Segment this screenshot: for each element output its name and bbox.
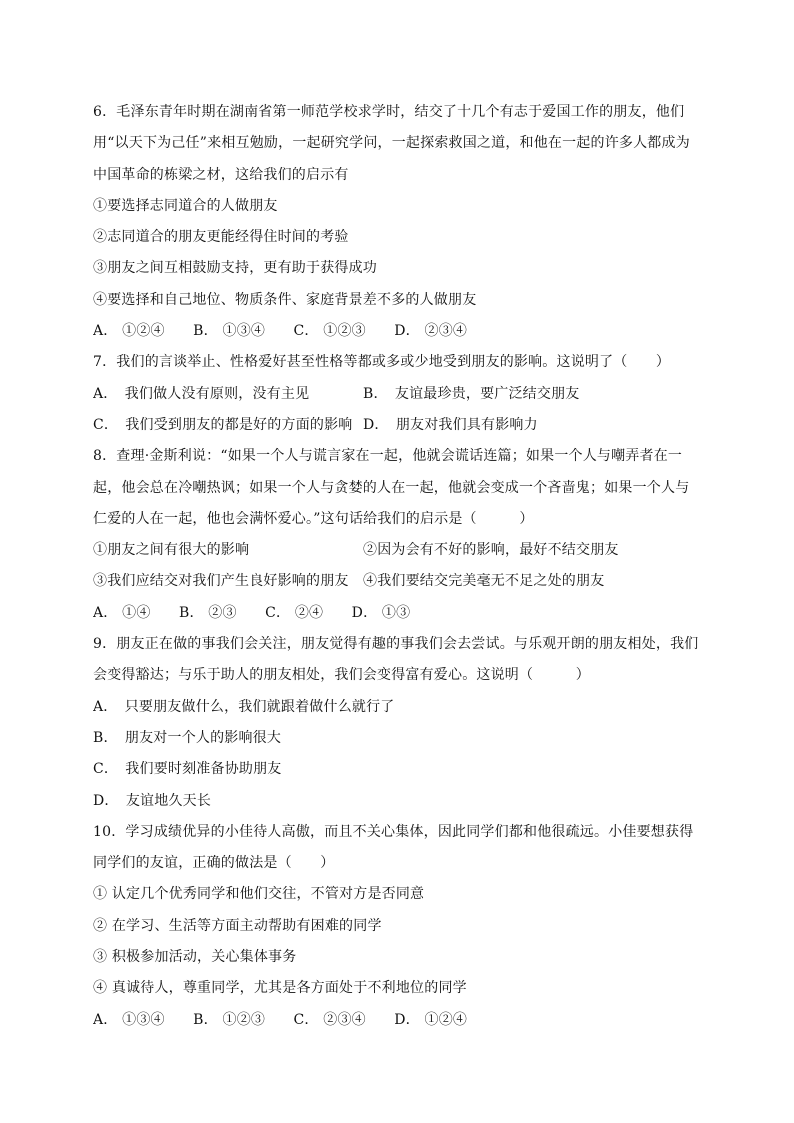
answer-option: C． 我们受到朋友的都是好的方面的影响 — [93, 416, 353, 433]
statement-item: ④要选择和自己地位、物质条件、家庭背景差不多的人做朋友 — [93, 291, 477, 308]
answer-option: A． 我们做人没有原则，没有主见 — [93, 385, 310, 402]
answer-option: C． 我们要时刻准备协助朋友 — [93, 761, 282, 778]
answer-option: D． 朋友对我们具有影响力 — [363, 416, 538, 433]
answer-option: A． 只要朋友做什么，我们就跟着做什么就行了 — [93, 698, 395, 715]
statement-item: ③朋友之间互相鼓励支持，更有助于获得成功 — [93, 260, 377, 277]
question-6 — [93, 97, 703, 347]
statement-row — [93, 535, 703, 566]
statement-item: ①要选择志同道合的人做朋友 — [93, 197, 278, 214]
answer-options-row — [93, 379, 703, 410]
question-7 — [93, 347, 703, 441]
statement-item: ②志同道合的朋友更能经得住时间的考验 — [93, 229, 349, 246]
question-9 — [93, 629, 703, 817]
answer-options: A． ①④ B． ②③ C． ②④ D． ①③ — [93, 604, 411, 621]
question-stem: 7．我们的言谈举止、性格爱好甚至性格等都或多或少地受到朋友的影响。这说明了（ ） — [93, 354, 671, 371]
answer-options-row — [93, 410, 703, 441]
statement-item: ④我们要结交完美毫无不足之处的朋友 — [363, 573, 605, 590]
question-stem: 9．朋友正在做的事我们会关注，朋友觉得有趣的事我们会去尝试。与乐观开朗的朋友相处，我们会变得豁达；与乐于助人的朋友相处，我们会变得富有爱心。这说明（ ） — [93, 636, 699, 684]
question-stem: 8．查理·金斯利说：“如果一个人与谎言家在一起，他就会谎话连篇；如果一个人与嘲弄者在一起，他会总在冷嘲热讽；如果一个人与贪婪的人在一起，他就会变成一个吝啬鬼；如果一个人与仁爱的人在一起，他也会满怀爱心。”这句话给我们的启示是（ ） — [93, 448, 690, 527]
answer-option: B． 朋友对一个人的影响很大 — [93, 729, 282, 746]
question-stem: 10．学习成绩优异的小佳待人高傲，而且不关心集体，因此同学们都和他很疏远。小佳要想获得同学们的友谊，正确的做法是（ ） — [93, 823, 694, 872]
answer-options: A． ①③④ B． ①②③ C． ②③④ D． ①②④ — [93, 1011, 468, 1028]
answer-option: D． 友谊地久天长 — [93, 792, 212, 809]
statement-item: ②因为会有不好的影响，最好不结交朋友 — [363, 542, 619, 559]
question-8 — [93, 441, 703, 629]
statement-item: ④ 真诚待人，尊重同学，尤其是各方面处于不利地位的同学 — [93, 980, 467, 997]
question-10 — [93, 817, 703, 1036]
question-stem: 6．毛泽东青年时期在湖南省第一师范学校求学时，结交了十几个有志于爱国工作的朋友，他们用“以天下为己任”来相互勉励，一起研究学问，一起探索救国之道，和他在一起的许多人都成为中国革命的栋梁之材，这给我们的启示有 — [93, 104, 690, 183]
statement-item: ② 在学习、生活等方面主动帮助有困难的同学 — [93, 917, 382, 934]
statement-item: ③我们应结交对我们产生良好影响的朋友 — [93, 573, 349, 590]
statement-item: ①朋友之间有很大的影响 — [93, 542, 250, 559]
statement-item: ① 认定几个优秀同学和他们交往，不管对方是否同意 — [93, 886, 425, 903]
answer-option: B． 友谊最珍贵，要广泛结交朋友 — [363, 385, 580, 402]
answer-options: A． ①②④ B． ①③④ C． ①②③ D． ②③④ — [93, 323, 468, 340]
statement-row — [93, 566, 703, 597]
statement-item: ③ 积极参加活动，关心集体事务 — [93, 949, 297, 966]
question-list — [93, 97, 703, 1036]
